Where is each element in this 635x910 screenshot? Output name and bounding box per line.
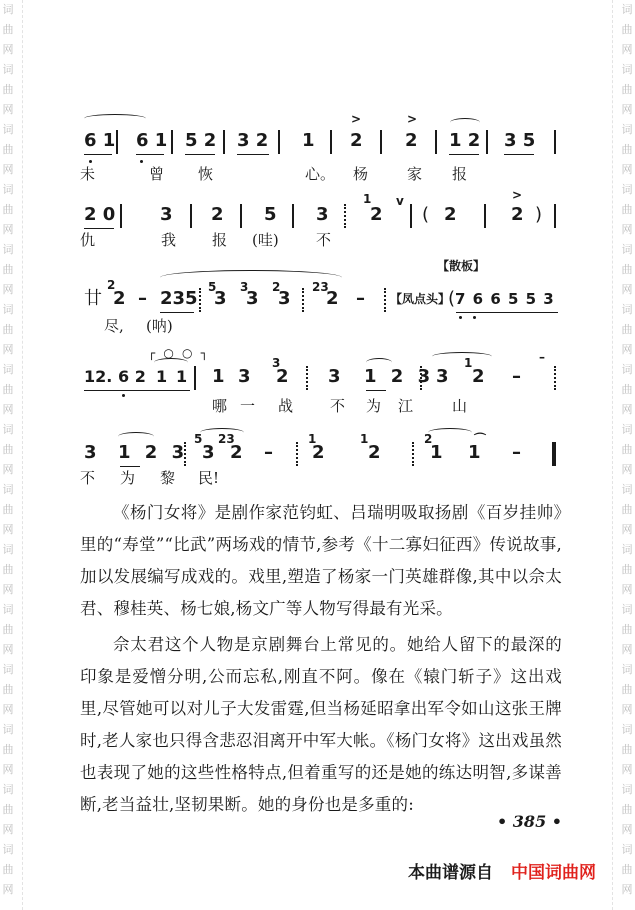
dotted-barline [306, 366, 308, 390]
watermark-char: 曲 [2, 863, 14, 876]
lyric: 家 [407, 165, 423, 183]
source-label: 本曲谱源自 [408, 863, 493, 883]
watermark-char: 曲 [621, 443, 633, 456]
underline [84, 154, 112, 155]
underline [504, 154, 534, 155]
section-label: 【凤点头】 [390, 292, 451, 306]
watermark-char: 曲 [2, 23, 14, 36]
watermark-char: 曲 [621, 143, 633, 156]
note: 2 [405, 130, 418, 151]
barline [278, 130, 280, 154]
watermark-char: 词 [621, 303, 633, 316]
lyric: 曾 [149, 165, 165, 183]
watermark-char: 网 [621, 883, 633, 896]
slur [450, 118, 480, 127]
note: 1 [212, 366, 225, 387]
note: 3 [316, 204, 329, 225]
barline [435, 130, 437, 154]
score-line-3 [80, 259, 560, 335]
right-watermark-strip [619, 0, 635, 910]
note: 5 [264, 204, 277, 225]
note: 7 6 6 5 5 3 [455, 290, 555, 308]
watermark-char: 网 [2, 343, 14, 356]
paren-open: ( [422, 204, 430, 225]
watermark-char: 曲 [621, 263, 633, 276]
watermark-char: 网 [2, 823, 14, 836]
dotted-barline [302, 288, 304, 312]
lyric: 未 [80, 165, 96, 183]
note: 3 [214, 288, 227, 309]
lyric: 不 [330, 397, 346, 415]
watermark-char: 词 [2, 123, 14, 136]
lyric: 哪 [212, 397, 228, 415]
watermark-char: 词 [621, 123, 633, 136]
watermark-char: 曲 [2, 383, 14, 396]
accent-mark: > [351, 112, 362, 126]
watermark-char: 词 [621, 423, 633, 436]
grace-note: 2 [107, 278, 116, 292]
lyric: 山 [452, 397, 468, 415]
low-octave-dot [459, 316, 462, 319]
grace-note: 2 [424, 432, 433, 446]
breath-mark: – [539, 350, 545, 364]
watermark-char: 网 [621, 523, 633, 536]
note: 3 [328, 366, 341, 387]
underline [160, 312, 194, 313]
score-line-5 [80, 432, 560, 487]
source-credit [408, 858, 596, 883]
watermark-char: 曲 [621, 563, 633, 576]
barline [292, 204, 294, 228]
watermark-char: 词 [621, 183, 633, 196]
watermark-char: 词 [621, 483, 633, 496]
lyric: 为 [366, 397, 382, 415]
watermark-char: 网 [621, 283, 633, 296]
watermark-char: 曲 [621, 683, 633, 696]
watermark-char: 曲 [621, 623, 633, 636]
watermark-char: 网 [621, 583, 633, 596]
lyric: 不 [316, 231, 332, 249]
note: 3 [246, 288, 259, 309]
lyric: 尽, [104, 317, 124, 335]
jianpu-score [80, 100, 560, 490]
lyric: 一 [240, 397, 256, 415]
barline [484, 204, 486, 228]
lyric: 我 [161, 231, 177, 249]
note: 3 [202, 442, 215, 463]
watermark-char: 网 [2, 103, 14, 116]
watermark-char: 网 [621, 643, 633, 656]
underline [449, 154, 479, 155]
note: 1 2 3 [118, 442, 189, 463]
watermark-char: 网 [2, 223, 14, 236]
watermark-char: 词 [621, 603, 633, 616]
note: 3 [436, 366, 449, 387]
watermark-char: 词 [2, 543, 14, 556]
watermark-char: 词 [621, 663, 633, 676]
note: 1 2 3 [364, 366, 435, 387]
barline [380, 130, 382, 154]
grace-note: 1 [308, 432, 317, 446]
low-octave-dot [473, 316, 476, 319]
watermark-char: 词 [2, 783, 14, 796]
slur [428, 428, 472, 437]
watermark-char: 词 [621, 783, 633, 796]
dotted-barline [296, 442, 298, 466]
dotted-barline [384, 288, 386, 312]
watermark-char: 曲 [2, 443, 14, 456]
watermark-char: 词 [2, 663, 14, 676]
lyric: 民! [198, 469, 220, 487]
watermark-char: 词 [621, 543, 633, 556]
lyric: 报 [212, 231, 228, 249]
grace-note: 1 [363, 192, 372, 206]
note: 6 1 [84, 130, 116, 151]
lyric: 报 [452, 165, 468, 183]
watermark-char: 网 [621, 43, 633, 56]
barline [223, 130, 225, 154]
low-octave-dot [89, 160, 92, 163]
watermark-char: 网 [2, 883, 14, 896]
watermark-char: 曲 [2, 743, 14, 756]
barline [240, 204, 242, 228]
watermark-char: 词 [621, 363, 633, 376]
watermark-char: 词 [2, 183, 14, 196]
underline [136, 154, 164, 155]
note: – [138, 288, 147, 309]
watermark-char: 词 [621, 243, 633, 256]
grace-note: 23 [218, 432, 235, 446]
note: 2 [230, 442, 243, 463]
watermark-char: 曲 [2, 323, 14, 336]
article-body [80, 497, 562, 821]
barline [194, 366, 196, 390]
watermark-char: 曲 [621, 803, 633, 816]
note: 3 [84, 442, 97, 463]
watermark-char: 曲 [621, 203, 633, 216]
watermark-char: 词 [621, 723, 633, 736]
final-barline [552, 442, 556, 466]
note: 5 2 [185, 130, 217, 151]
watermark-char: 网 [621, 403, 633, 416]
fermata-mark: ⌒ [474, 432, 487, 446]
dotted-barline [412, 442, 414, 466]
note: 6 2 [118, 367, 146, 386]
note: 1 [430, 442, 443, 463]
watermark-char: 曲 [2, 263, 14, 276]
score-line-2 [80, 188, 560, 249]
watermark-char: 词 [2, 603, 14, 616]
watermark-char: 曲 [621, 23, 633, 36]
paren-close: ) [535, 204, 543, 225]
underline [456, 312, 558, 313]
low-octave-dot [122, 394, 125, 397]
watermark-char: 曲 [2, 563, 14, 576]
dotted-barline [420, 366, 422, 390]
watermark-char: 网 [2, 523, 14, 536]
watermark-char: 曲 [2, 683, 14, 696]
score-line-4 [80, 346, 560, 415]
lyric: 黎 [160, 469, 176, 487]
grace-note: 3 [272, 356, 281, 370]
watermark-char: 网 [2, 583, 14, 596]
watermark-char: 网 [2, 43, 14, 56]
barline [190, 204, 192, 228]
note: 2 [511, 204, 524, 225]
note: 2 [312, 442, 325, 463]
watermark-char: 网 [621, 103, 633, 116]
note: 2 [113, 288, 126, 309]
grace-note: 1 [464, 356, 473, 370]
watermark-char: 网 [621, 163, 633, 176]
accent-mark: > [512, 188, 523, 202]
watermark-char: 曲 [2, 623, 14, 636]
watermark-char: 网 [2, 283, 14, 296]
lyric: 杨 [353, 165, 369, 183]
barline [120, 204, 122, 228]
note: 1 [468, 442, 481, 463]
watermark-char: 网 [2, 643, 14, 656]
accent-mark: > [407, 112, 418, 126]
breath-mark: v [396, 194, 404, 208]
barline [486, 130, 488, 154]
grace-note: 23 [312, 280, 329, 294]
note: 3 2 [237, 130, 269, 151]
underline [84, 228, 114, 229]
note: 2 [276, 366, 289, 387]
note: – [512, 442, 521, 463]
note: 2 0 [84, 204, 116, 225]
slur [432, 352, 492, 361]
lyric: 仇 [80, 231, 96, 249]
grace-note: 3 [240, 280, 249, 294]
left-margin-rule [22, 0, 23, 910]
note: 2 [444, 204, 457, 225]
watermark-char: 词 [2, 63, 14, 76]
watermark-char: 网 [2, 163, 14, 176]
lyric: 为 [120, 469, 136, 487]
watermark-char: 曲 [2, 83, 14, 96]
dotted-barline [184, 442, 186, 466]
watermark-char: 词 [2, 3, 14, 16]
paragraph: 《杨门女将》是剧作家范钧虹、吕瑞明吸取扬剧《百岁挂帅》里的“寿堂”“比武”两场戏的情节,参考《十二寡妇征西》传说故事,加以发展编写成戏的。戏里,塑造了杨家一门英雄群像,其中以佘太君、穆桂英、杨七娘,杨文广等人物写得最有光采。 [80, 503, 562, 618]
note: 3 [160, 204, 173, 225]
lyric: 心。 [305, 165, 336, 183]
watermark-char: 网 [2, 763, 14, 776]
note: 3 [238, 366, 251, 387]
watermark-char: 曲 [621, 83, 633, 96]
watermark-char: 网 [2, 463, 14, 476]
watermark-char: 曲 [2, 803, 14, 816]
note: – [356, 288, 365, 309]
lyric: 战 [278, 397, 294, 415]
note: 6 1 [136, 130, 168, 151]
grace-note: 5 [208, 280, 217, 294]
note: 2 [326, 288, 339, 309]
lyric: 江 [398, 397, 414, 415]
lyric: (哇) [252, 231, 279, 249]
barline [116, 130, 118, 154]
watermark-char: 词 [2, 303, 14, 316]
lyric: (呐) [146, 317, 173, 335]
watermark-char: 曲 [621, 863, 633, 876]
note: 2 [211, 204, 224, 225]
watermark-char: 词 [2, 243, 14, 256]
note: 3 [278, 288, 291, 309]
note: 1 2 [449, 130, 481, 151]
watermark-char: 曲 [2, 143, 14, 156]
left-watermark-strip [0, 0, 16, 910]
watermark-char: 词 [2, 723, 14, 736]
watermark-char: 词 [621, 843, 633, 856]
note: 235 [160, 288, 198, 309]
watermark-char: 词 [621, 63, 633, 76]
watermark-char: 网 [621, 463, 633, 476]
watermark-char: 网 [621, 823, 633, 836]
note: 2 [370, 204, 383, 225]
dotted-barline [199, 288, 201, 312]
page-number: • 385 • [497, 812, 562, 831]
barline [330, 130, 332, 154]
paren-open: ( [448, 288, 456, 309]
watermark-char: 网 [621, 223, 633, 236]
watermark-char: 网 [2, 403, 14, 416]
barline [554, 204, 556, 228]
underline [185, 154, 215, 155]
section-tag: 【散板】 [437, 259, 486, 273]
prefix-sign: 廿 [84, 288, 102, 309]
score-line-1 [80, 112, 560, 183]
watermark-char: 词 [621, 3, 633, 16]
underline [366, 390, 386, 391]
paragraph: 佘太君这个人物是京剧舞台上常见的。她给人留下的最深的印象是爱憎分明,公而忘私,刚直不阿。像在《辕门斩子》这出戏里,尽管她可以对儿子大发雷霆,但当杨延昭拿出军令如山这张王牌时,老人家也只得含悲忍泪离开中军大帐。《杨门女将》这出戏虽然也表现了她的这些性格特点,但着重写的还是她的练达明智,多谋善断,老当益壮,坚韧果断。她的身份也是多重的: [80, 635, 562, 814]
dotted-barline [344, 204, 346, 228]
watermark-char: 曲 [621, 503, 633, 516]
note: 12. [84, 367, 113, 386]
watermark-char: 曲 [2, 503, 14, 516]
underline [84, 390, 190, 391]
grace-note: 2 [272, 280, 281, 294]
note: 3 5 [504, 130, 536, 151]
note: – [264, 442, 273, 463]
watermark-char: 词 [2, 843, 14, 856]
note: 2 [350, 130, 363, 151]
barline [410, 204, 412, 228]
underline [120, 466, 140, 467]
low-octave-dot [140, 160, 143, 163]
dotted-barline [554, 366, 556, 390]
source-site-link[interactable]: 中国词曲网 [511, 863, 596, 883]
watermark-char: 网 [621, 763, 633, 776]
grace-note: 5 [194, 432, 203, 446]
grace-note: 1 [360, 432, 369, 446]
lyric: 不 [80, 469, 96, 487]
watermark-char: 词 [2, 423, 14, 436]
lyric: 恢 [198, 165, 214, 183]
watermark-char: 网 [621, 343, 633, 356]
note: 2 [368, 442, 381, 463]
watermark-char: 曲 [621, 383, 633, 396]
ornament-marks: ┌ ○ ○ ┐ [148, 346, 210, 360]
watermark-char: 网 [621, 703, 633, 716]
note: – [512, 366, 521, 387]
barline [171, 130, 173, 154]
note: 1 [302, 130, 315, 151]
note: 1 [176, 367, 188, 386]
note: 1 [156, 367, 168, 386]
right-margin-rule [612, 0, 613, 910]
watermark-char: 曲 [621, 743, 633, 756]
watermark-char: 词 [2, 483, 14, 496]
barline [554, 130, 556, 154]
slur [84, 114, 146, 123]
underline [237, 154, 269, 155]
watermark-char: 曲 [2, 203, 14, 216]
watermark-char: 网 [2, 703, 14, 716]
watermark-char: 词 [2, 363, 14, 376]
note: 2 [472, 366, 485, 387]
watermark-char: 曲 [621, 323, 633, 336]
